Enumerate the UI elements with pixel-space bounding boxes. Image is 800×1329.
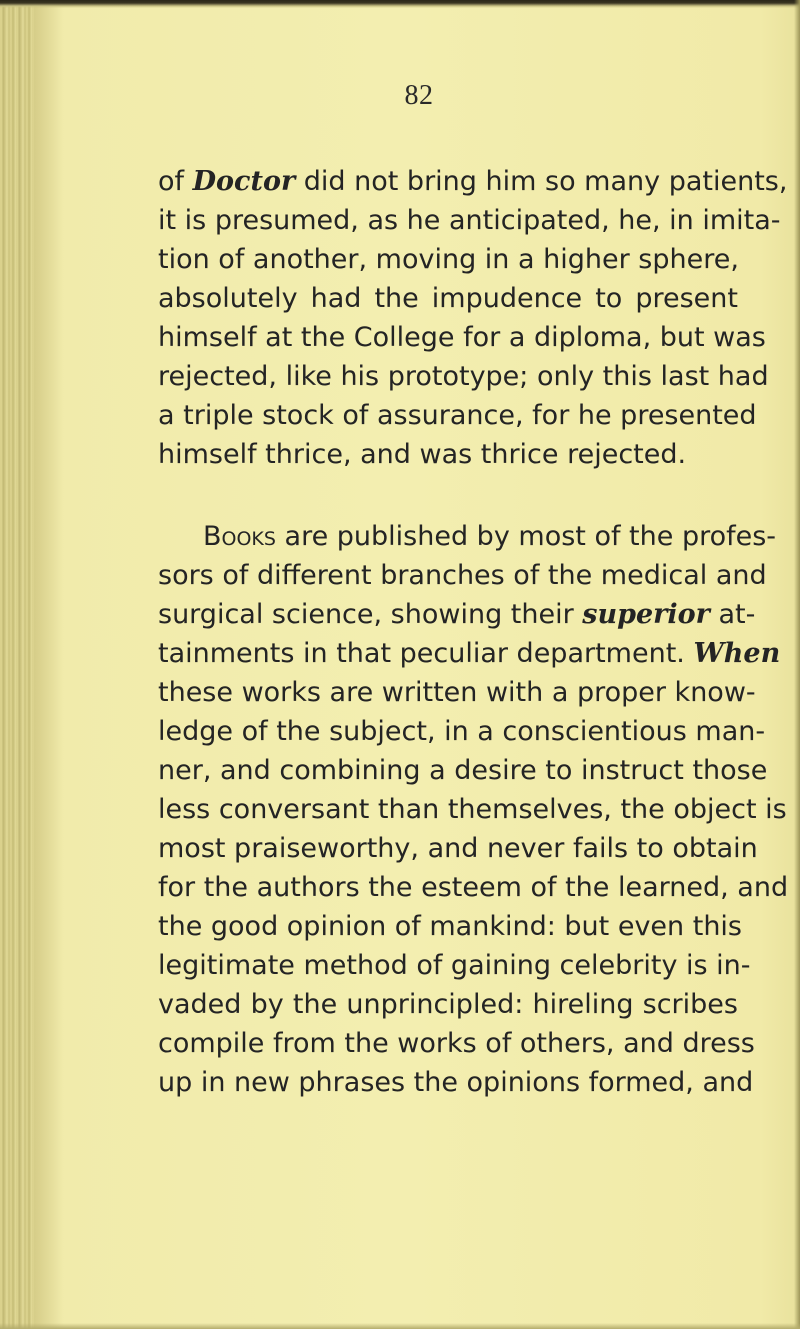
text-line: tainments in that peculiar department. When [158,638,781,669]
binding-fade [34,0,64,1329]
text-line: it is presumed, as he anticipated, he, in imita- [158,205,781,236]
text-line: vaded by the unprincipled: hireling scribes [158,989,738,1020]
text-line: a triple stock of assurance, for he presented [158,400,757,431]
text-line: compile from the works of others, and dress [158,1028,755,1059]
page-binding-shadow [0,0,34,1329]
text-line: ner, and combining a desire to instruct those [158,755,768,786]
text-line: legitimate method of gaining celebrity is in- [158,950,751,981]
page-bottom-edge [0,1323,800,1329]
text-line: rejected, like his prototype; only this last had [158,361,769,392]
text-line: for the authors the esteem of the learned, and [158,872,789,903]
text-line: ledge of the subject, in a conscientious man- [158,716,766,747]
text-line: less conversant than themselves, the object is [158,794,787,825]
text-line: absolutely had the impudence to present [158,283,738,314]
page-number: 82 [404,80,434,111]
text-line: up in new phrases the opinions formed, and [158,1067,754,1098]
text-line: these works are written with a proper know- [158,677,756,708]
text-line: the good opinion of mankind: but even this [158,911,742,942]
text-line: most praiseworthy, and never fails to obtain [158,833,758,864]
text-line: surgical science, showing their superior at- [158,599,756,630]
page-top-edge [0,0,800,8]
italic-word-doctor: Doctor [192,166,296,197]
text-line: of Doctor did not bring him so many patients, [158,166,788,197]
small-caps-word-books: Books [203,521,276,552]
italic-word-when: When [693,638,781,669]
text-line: himself thrice, and was thrice rejected. [158,439,687,470]
text-line: sors of different branches of the medical and [158,560,767,591]
page-right-edge [794,0,800,1329]
text-line: tion of another, moving in a higher sphere, [158,244,739,275]
italic-word-superior: superior [582,599,710,630]
text-line: himself at the College for a diploma, but was [158,322,766,353]
text-line: Books are published by most of the profes- [203,521,777,552]
